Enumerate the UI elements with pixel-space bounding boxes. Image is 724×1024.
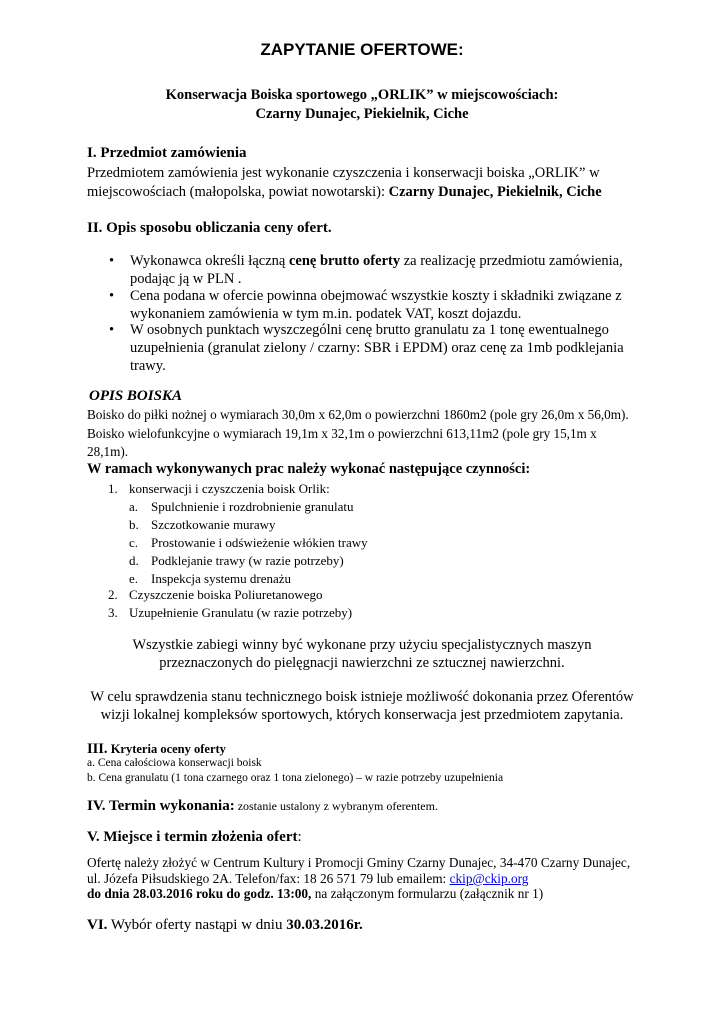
- list-item: Czyszczenie boiska Poliuretanowego: [129, 587, 323, 602]
- note-2-line-2: wizji lokalnej kompleksów sportowych, których konserwacja jest przedmiotem zapytania.: [100, 707, 624, 723]
- bullet-3-line-2: uzupełnienia (granulat zielony / czarny: SBR i EPDM) oraz cenę za 1mb podklejania: [130, 340, 624, 356]
- note-2-line-1: W celu sprawdzenia stanu technicznego boisk istnieje możliwość dokonania przez Oferentów: [90, 689, 634, 705]
- list-item: Podklejanie trawy (w razie potrzeby): [151, 553, 344, 568]
- list-item-number: 3.: [108, 605, 118, 620]
- bullet-dot: •: [109, 322, 115, 338]
- bullet-dot: •: [109, 253, 115, 269]
- list-item-letter: e.: [129, 571, 139, 586]
- bullet-1-line-1: Wykonawca określi łączną cenę brutto oferty za realizację przedmiotu zamówienia,: [130, 253, 623, 269]
- section-2-heading: II. Opis sposobu obliczania ceny ofert.: [87, 220, 332, 236]
- section-1-line-2: miejscowościach (małopolska, powiat nowotarski): Czarny Dunajec, Piekielnik, Ciche: [87, 184, 602, 200]
- email-link[interactable]: ckip@ckip.org: [449, 871, 529, 886]
- subtitle-line-1: Konserwacja Boiska sportowego „ORLIK” w miejscowościach:: [165, 87, 559, 103]
- section-6: VI. Wybór oferty nastąpi w dniu 30.03.2016r.: [87, 917, 363, 933]
- bullet-3-line-3: trawy.: [130, 358, 166, 374]
- list-item-number: 1.: [108, 481, 118, 496]
- list-item: konserwacji i czyszczenia boisk Orlik:: [129, 481, 330, 496]
- section-5-line-2: ul. Józefa Piłsudskiego 2A. Telefon/fax: 18 26 571 79 lub emailem: ckip@ckip.org: [87, 871, 529, 886]
- section-1-heading: I. Przedmiot zamówienia: [87, 145, 247, 161]
- document-title: ZAPYTANIE OFERTOWE:: [260, 40, 464, 59]
- list-item-number: 2.: [108, 587, 118, 602]
- bullet-2-line-1: Cena podana w ofercie powinna obejmować wszystkie koszty i składniki związane z: [130, 288, 622, 304]
- section-1-line-1: Przedmiotem zamówienia jest wykonanie czyszczenia i konserwacji boiska „ORLIK” w: [87, 165, 600, 181]
- list-item: Inspekcja systemu drenażu: [151, 571, 292, 586]
- list-item: Szczotkowanie murawy: [151, 517, 276, 532]
- subtitle-line-2: Czarny Dunajec, Piekielnik, Ciche: [255, 106, 469, 122]
- bullet-1-line-2: podając ją w PLN .: [130, 271, 242, 287]
- note-1-line-2: przeznaczonych do pielęgnacji nawierzchni ze sztucznej nawierzchni.: [159, 655, 565, 671]
- section-5-line-3: do dnia 28.03.2016 roku do godz. 13:00, na załączonym formularzu (załącznik nr 1): [87, 886, 544, 901]
- list-item-letter: b.: [129, 517, 139, 532]
- list-item: Uzupełnienie Granulatu (w razie potrzeby): [129, 605, 353, 620]
- field-description-line-2: Boisko wielofunkcyjne o wymiarach 19,1m x 32,1m o powierzchni 613,11m2 (pole gry 15,1m x: [87, 426, 597, 441]
- list-item-letter: c.: [129, 535, 139, 550]
- criterion-b: b. Cena granulatu (1 tona czarnego oraz 1 tona zielonego) – w razie potrzeby uzupełnienia: [87, 772, 504, 784]
- works-heading: W ramach wykonywanych prac należy wykonać następujące czynności:: [87, 461, 531, 477]
- field-description-line-3: 28,1m).: [87, 444, 129, 459]
- list-item: Prostowanie i odświeżenie włókien trawy: [151, 535, 368, 550]
- section-5-heading: V. Miejsce i termin złożenia ofert:: [87, 829, 302, 845]
- field-description-line-1: Boisko do piłki nożnej o wymiarach 30,0m x 62,0m o powierzchni 1860m2 (pole gry 26,0m x 56,0m).: [87, 407, 629, 422]
- list-item-letter: a.: [129, 499, 139, 514]
- list-item: Spulchnienie i rozdrobnienie granulatu: [151, 499, 354, 514]
- list-item-letter: d.: [129, 553, 139, 568]
- bullet-2-line-2: wykonaniem zamówienia w tym m.in. podatek VAT, koszt dojazdu.: [130, 306, 522, 322]
- field-description-heading: OPIS BOISKA: [89, 388, 182, 404]
- section-4: IV. Termin wykonania: zostanie ustalony z wybranym oferentem.: [87, 798, 438, 814]
- section-3-heading: III. Kryteria oceny oferty: [87, 741, 226, 757]
- bullet-3-line-1: W osobnych punktach wyszczególni cenę brutto granulatu za 1 tonę ewentualnego: [130, 322, 609, 338]
- criterion-a: a. Cena całościowa konserwacji boisk: [87, 757, 262, 769]
- note-1-line-1: Wszystkie zabiegi winny być wykonane przy użyciu specjalistycznych maszyn: [132, 637, 592, 653]
- bullet-dot: •: [109, 288, 115, 304]
- section-5-line-1: Ofertę należy złożyć w Centrum Kultury i Promocji Gminy Czarny Dunajec, 34-470 Czarny Dunajec,: [87, 855, 631, 870]
